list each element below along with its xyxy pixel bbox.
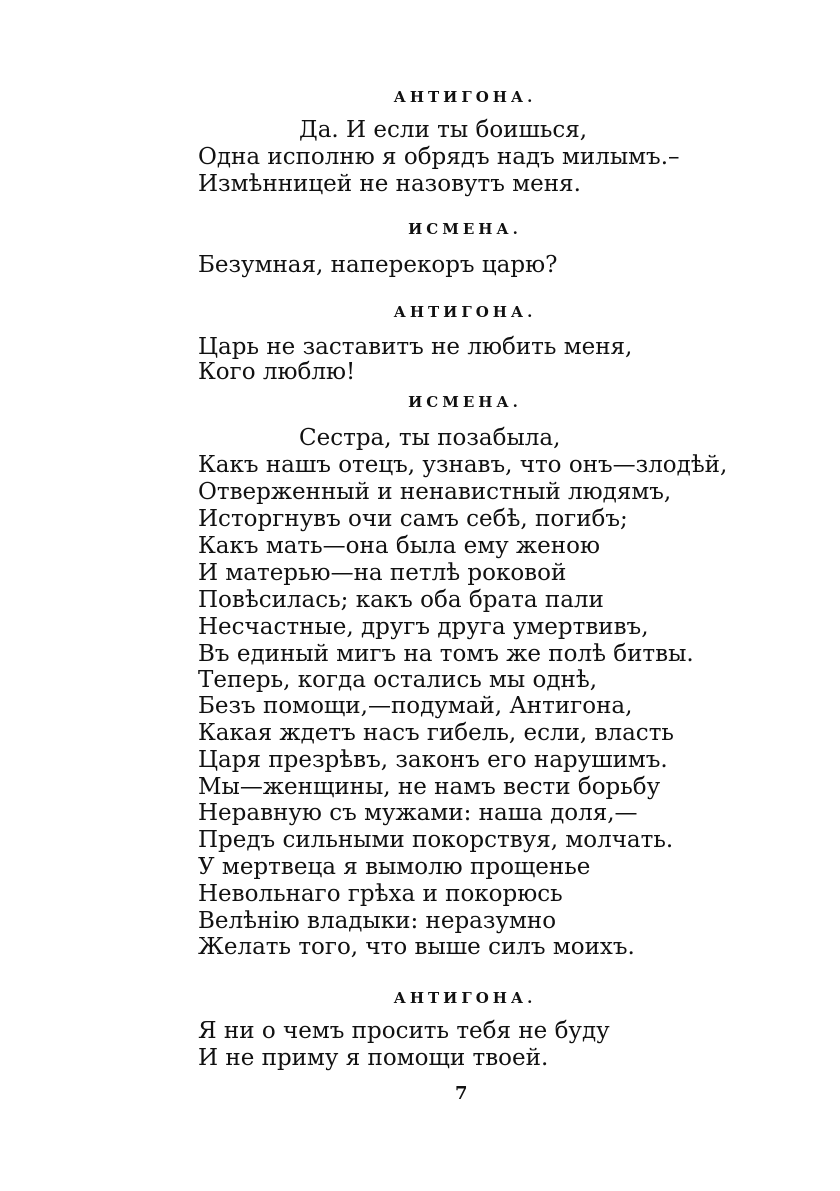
verse-line: Неравную съ мужами: наша доля,— — [198, 800, 638, 826]
verse-line: Царя презрѣвъ, законъ его нарушимъ. — [198, 747, 668, 773]
verse-line: Исторгнувъ очи самъ себѣ, погибъ; — [198, 506, 628, 532]
verse-line: Безумная, наперекоръ царю? — [198, 252, 558, 278]
verse-line: И не приму я помощи твоей. — [198, 1045, 549, 1071]
verse-line: Да. И если ты боишься, — [299, 117, 588, 143]
verse-line: Предъ сильными покорствуя, молчать. — [198, 827, 674, 853]
verse-line: У мертвеца я вымолю прощенье — [198, 854, 591, 880]
verse-line: Сестра, ты позабыла, — [299, 425, 561, 451]
verse-line: Повѣсилась; какъ оба брата пали — [198, 587, 604, 613]
verse-line: Несчастные, другъ друга умертвивъ, — [198, 614, 649, 640]
speaker-label-antigone: АНТИГОНА. — [393, 88, 537, 106]
verse-line: Какая ждетъ насъ гибель, если, власть — [198, 720, 674, 746]
verse-line: Какъ мать—она была ему женою — [198, 533, 600, 559]
verse-line: Мы—женщины, не намъ вести борьбу — [198, 774, 661, 800]
verse-line: Кого люблю! — [198, 359, 356, 385]
speaker-label-antigone: АНТИГОНА. — [393, 989, 537, 1007]
verse-line: Одна исполню я обрядъ надъ милымъ.– — [198, 144, 680, 170]
page-number: 7 — [455, 1083, 468, 1104]
verse-line: Измѣнницей не назовутъ меня. — [198, 171, 581, 197]
verse-line: Отверженный и ненавистный людямъ, — [198, 479, 672, 505]
speaker-label-ismene: ИСМЕНА. — [408, 393, 522, 411]
verse-line: Теперь, когда остались мы однѣ, — [198, 667, 598, 693]
verse-line: И матерью—на петлѣ роковой — [198, 560, 567, 586]
verse-line: Въ единый мигъ на томъ же полѣ битвы. — [198, 641, 694, 667]
verse-line: Безъ помощи,—подумай, Антигона, — [198, 693, 633, 719]
verse-line: Велѣнію владыки: неразумно — [198, 908, 557, 934]
verse-line: Невольнаго грѣха и покорюсь — [198, 881, 563, 907]
speaker-label-ismene: ИСМЕНА. — [408, 220, 522, 238]
verse-line: Я ни о чемъ просить тебя не буду — [198, 1018, 610, 1044]
verse-line: Какъ нашъ отецъ, узнавъ, что онъ—злодѣй, — [198, 452, 728, 478]
verse-line: Царь не заставитъ не любить меня, — [198, 334, 633, 360]
verse-line: Желать того, что выше силъ моихъ. — [198, 934, 635, 960]
speaker-label-antigone: АНТИГОНА. — [393, 303, 537, 321]
